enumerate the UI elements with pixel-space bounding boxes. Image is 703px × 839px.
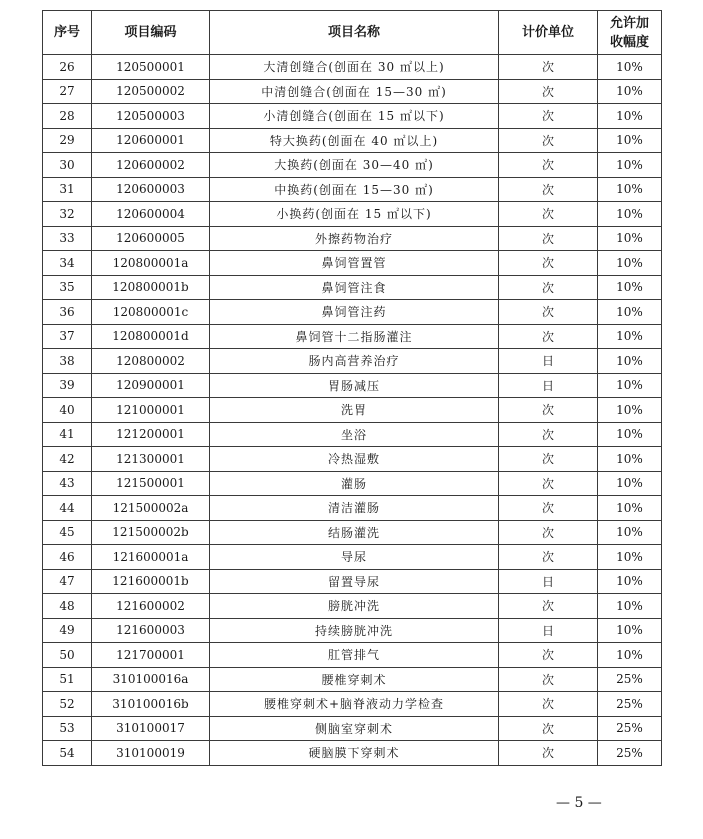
cell-seq: 28 (43, 104, 92, 129)
cell-code: 310100016b (92, 692, 210, 717)
cell-code: 120600002 (92, 153, 210, 178)
cell-unit: 次 (499, 594, 598, 619)
cell-seq: 34 (43, 251, 92, 276)
cell-name: 中换药(创面在 15—30 ㎡) (210, 177, 499, 202)
cell-markup: 10% (598, 471, 662, 496)
cell-seq: 37 (43, 324, 92, 349)
cell-unit: 次 (499, 251, 598, 276)
cell-code: 120800001c (92, 300, 210, 325)
cell-markup: 10% (598, 226, 662, 251)
cell-name: 冷热湿敷 (210, 447, 499, 472)
cell-markup: 10% (598, 569, 662, 594)
cell-seq: 36 (43, 300, 92, 325)
cell-name: 鼻饲管十二指肠灌注 (210, 324, 499, 349)
cell-name: 腰椎穿刺术+脑脊液动力学检查 (210, 692, 499, 717)
cell-code: 120900001 (92, 373, 210, 398)
cell-name: 留置导尿 (210, 569, 499, 594)
cell-markup: 10% (598, 373, 662, 398)
cell-code: 121600001a (92, 545, 210, 570)
cell-unit: 日 (499, 373, 598, 398)
cell-markup: 10% (598, 398, 662, 423)
cell-code: 121600003 (92, 618, 210, 643)
cell-code: 310100019 (92, 741, 210, 766)
cell-markup: 10% (598, 79, 662, 104)
table-header-row (43, 11, 662, 55)
table-row (43, 251, 662, 276)
cell-name: 大清创缝合(创面在 30 ㎡以上) (210, 55, 499, 80)
cell-name: 小换药(创面在 15 ㎡以下) (210, 202, 499, 227)
cell-unit: 次 (499, 79, 598, 104)
header-markup (598, 11, 662, 55)
table-row (43, 422, 662, 447)
cell-name: 腰椎穿刺术 (210, 667, 499, 692)
cell-markup: 10% (598, 447, 662, 472)
cell-unit: 次 (499, 300, 598, 325)
table-row (43, 569, 662, 594)
cell-code: 310100017 (92, 716, 210, 741)
cell-seq: 35 (43, 275, 92, 300)
cell-markup: 10% (598, 275, 662, 300)
cell-name: 胃肠减压 (210, 373, 499, 398)
cell-markup: 10% (598, 251, 662, 276)
cell-seq: 46 (43, 545, 92, 570)
cell-seq: 52 (43, 692, 92, 717)
cell-markup: 10% (598, 324, 662, 349)
cell-markup: 10% (598, 643, 662, 668)
cell-seq: 38 (43, 349, 92, 374)
page-number: — 5 — (556, 795, 602, 811)
table-row (43, 79, 662, 104)
cell-code: 121300001 (92, 447, 210, 472)
table-row (43, 447, 662, 472)
cell-code: 310100016a (92, 667, 210, 692)
table-row (43, 545, 662, 570)
cell-seq: 48 (43, 594, 92, 619)
cell-code: 120800002 (92, 349, 210, 374)
table-row (43, 667, 662, 692)
cell-unit: 次 (499, 153, 598, 178)
cell-seq: 33 (43, 226, 92, 251)
cell-seq: 27 (43, 79, 92, 104)
cell-code: 120800001a (92, 251, 210, 276)
cell-code: 120600003 (92, 177, 210, 202)
table-row (43, 104, 662, 129)
cell-markup: 10% (598, 55, 662, 80)
cell-code: 121600001b (92, 569, 210, 594)
cell-seq: 43 (43, 471, 92, 496)
cell-unit: 次 (499, 741, 598, 766)
cell-name: 肛管排气 (210, 643, 499, 668)
table-row (43, 373, 662, 398)
cell-seq: 41 (43, 422, 92, 447)
cell-unit: 次 (499, 643, 598, 668)
table-row (43, 300, 662, 325)
cell-name: 结肠灌洗 (210, 520, 499, 545)
table-row (43, 275, 662, 300)
cell-name: 膀胱冲洗 (210, 594, 499, 619)
table-row (43, 643, 662, 668)
cell-seq: 54 (43, 741, 92, 766)
cell-unit: 次 (499, 471, 598, 496)
cell-name: 鼻饲管注食 (210, 275, 499, 300)
cell-markup: 10% (598, 545, 662, 570)
cell-seq: 49 (43, 618, 92, 643)
cell-unit: 次 (499, 275, 598, 300)
cell-code: 120800001d (92, 324, 210, 349)
cell-code: 121000001 (92, 398, 210, 423)
table-row (43, 324, 662, 349)
header-seq: 序号 (43, 11, 92, 55)
cell-name: 持续膀胱冲洗 (210, 618, 499, 643)
cell-name: 大换药(创面在 30—40 ㎡) (210, 153, 499, 178)
cell-unit: 次 (499, 202, 598, 227)
cell-markup: 10% (598, 594, 662, 619)
header-markup-line2: 收幅度 (609, 34, 649, 50)
cell-seq: 32 (43, 202, 92, 227)
cell-markup: 10% (598, 104, 662, 129)
cell-unit: 次 (499, 177, 598, 202)
cell-seq: 26 (43, 55, 92, 80)
table-row (43, 177, 662, 202)
cell-seq: 29 (43, 128, 92, 153)
cell-name: 小清创缝合(创面在 15 ㎡以下) (210, 104, 499, 129)
header-name: 项目名称 (210, 11, 499, 55)
cell-seq: 53 (43, 716, 92, 741)
cell-name: 中清创缝合(创面在 15—30 ㎡) (210, 79, 499, 104)
cell-seq: 40 (43, 398, 92, 423)
cell-code: 121500002b (92, 520, 210, 545)
table-row (43, 471, 662, 496)
cell-seq: 42 (43, 447, 92, 472)
table-row (43, 594, 662, 619)
cell-code: 120500003 (92, 104, 210, 129)
cell-name: 鼻饲管置管 (210, 251, 499, 276)
cell-unit: 次 (499, 422, 598, 447)
cell-name: 导尿 (210, 545, 499, 570)
cell-name: 特大换药(创面在 40 ㎡以上) (210, 128, 499, 153)
cell-markup: 10% (598, 202, 662, 227)
cell-code: 120800001b (92, 275, 210, 300)
table-body (43, 55, 662, 766)
cell-seq: 45 (43, 520, 92, 545)
cell-name: 清洁灌肠 (210, 496, 499, 521)
cell-seq: 30 (43, 153, 92, 178)
table-row (43, 520, 662, 545)
table-row (43, 716, 662, 741)
cell-unit: 日 (499, 569, 598, 594)
cell-code: 121600002 (92, 594, 210, 619)
table-row (43, 226, 662, 251)
cell-unit: 次 (499, 324, 598, 349)
cell-unit: 次 (499, 55, 598, 80)
cell-name: 灌肠 (210, 471, 499, 496)
table-row (43, 202, 662, 227)
cell-name: 侧脑室穿刺术 (210, 716, 499, 741)
cell-code: 121200001 (92, 422, 210, 447)
cell-markup: 25% (598, 741, 662, 766)
cell-name: 硬脑膜下穿刺术 (210, 741, 499, 766)
cell-code: 120500002 (92, 79, 210, 104)
cell-markup: 25% (598, 716, 662, 741)
cell-markup: 10% (598, 153, 662, 178)
header-unit: 计价单位 (499, 11, 598, 55)
cell-markup: 10% (598, 520, 662, 545)
cell-name: 外擦药物治疗 (210, 226, 499, 251)
header-markup-line1: 允许加 (609, 15, 649, 31)
cell-seq: 31 (43, 177, 92, 202)
cell-code: 121700001 (92, 643, 210, 668)
cell-unit: 次 (499, 496, 598, 521)
cell-markup: 10% (598, 177, 662, 202)
cell-markup: 10% (598, 128, 662, 153)
cell-unit: 次 (499, 545, 598, 570)
cell-unit: 次 (499, 226, 598, 251)
table-row (43, 349, 662, 374)
cell-markup: 10% (598, 300, 662, 325)
cell-name: 鼻饲管注药 (210, 300, 499, 325)
cell-code: 120600004 (92, 202, 210, 227)
table-row (43, 398, 662, 423)
cell-name: 洗胃 (210, 398, 499, 423)
cell-unit: 次 (499, 128, 598, 153)
cell-markup: 25% (598, 692, 662, 717)
cell-unit: 次 (499, 667, 598, 692)
cell-unit: 次 (499, 520, 598, 545)
cell-markup: 25% (598, 667, 662, 692)
cell-name: 坐浴 (210, 422, 499, 447)
cell-markup: 10% (598, 422, 662, 447)
cell-code: 120600005 (92, 226, 210, 251)
fee-table (42, 10, 662, 766)
cell-seq: 47 (43, 569, 92, 594)
table-row (43, 692, 662, 717)
cell-unit: 次 (499, 104, 598, 129)
cell-seq: 44 (43, 496, 92, 521)
table-row (43, 496, 662, 521)
cell-code: 121500002a (92, 496, 210, 521)
cell-markup: 10% (598, 496, 662, 521)
table-row (43, 128, 662, 153)
cell-code: 121500001 (92, 471, 210, 496)
header-code: 项目编码 (92, 11, 210, 55)
cell-seq: 39 (43, 373, 92, 398)
cell-markup: 10% (598, 618, 662, 643)
cell-code: 120500001 (92, 55, 210, 80)
cell-unit: 次 (499, 447, 598, 472)
cell-unit: 日 (499, 618, 598, 643)
table-row (43, 741, 662, 766)
table-row (43, 55, 662, 80)
cell-seq: 50 (43, 643, 92, 668)
cell-markup: 10% (598, 349, 662, 374)
cell-unit: 次 (499, 716, 598, 741)
cell-unit: 次 (499, 692, 598, 717)
table-row (43, 618, 662, 643)
cell-code: 120600001 (92, 128, 210, 153)
cell-seq: 51 (43, 667, 92, 692)
cell-name: 肠内高营养治疗 (210, 349, 499, 374)
table-row (43, 153, 662, 178)
cell-unit: 次 (499, 398, 598, 423)
cell-unit: 日 (499, 349, 598, 374)
